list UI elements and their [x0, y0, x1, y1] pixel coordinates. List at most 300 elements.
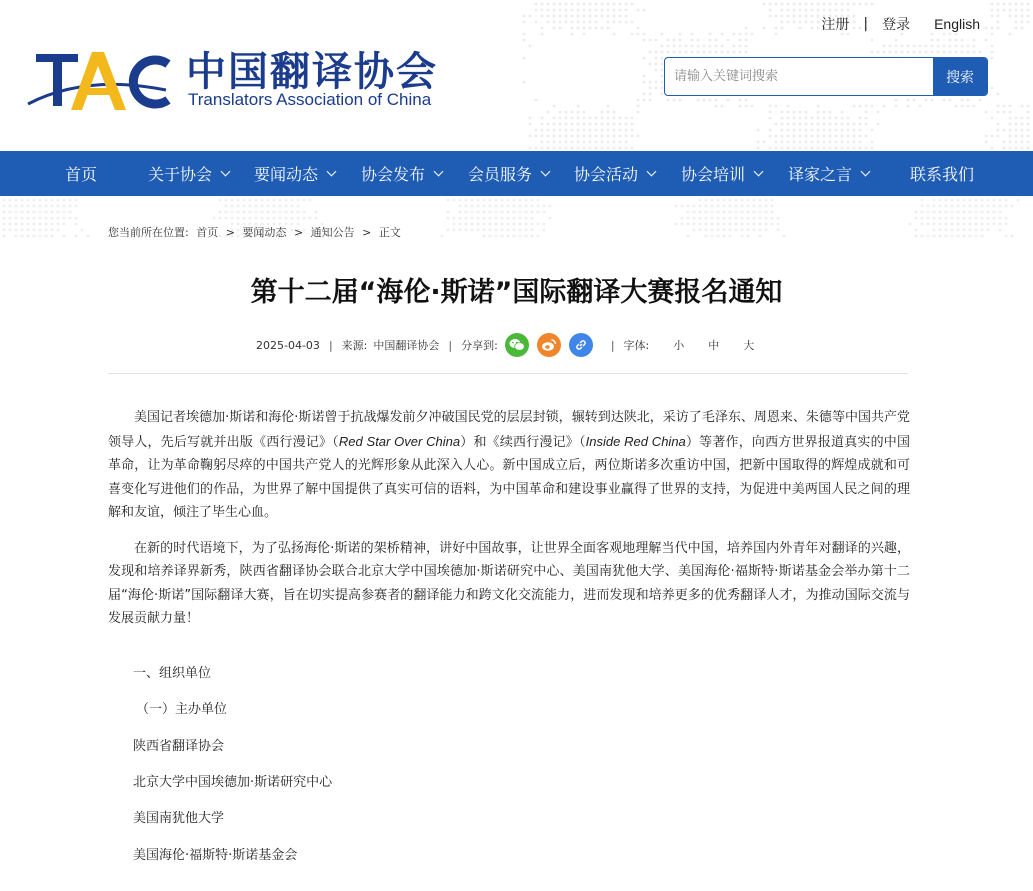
map-dot — [63, 211, 66, 214]
map-dot — [595, 21, 598, 24]
map-dot — [1015, 123, 1018, 126]
map-dot — [553, 21, 556, 24]
map-dot — [559, 111, 562, 114]
map-dot — [57, 229, 60, 232]
map-dot — [723, 223, 726, 226]
map-dot — [219, 199, 222, 202]
map-dot — [1003, 9, 1006, 12]
map-dot — [39, 211, 42, 214]
map-dot — [547, 129, 550, 132]
map-dot — [75, 199, 78, 202]
map-dot — [835, 135, 838, 138]
map-dot — [829, 117, 832, 120]
breadcrumb-separator: > — [225, 226, 235, 239]
map-dot — [541, 33, 544, 36]
map-dot — [717, 235, 720, 238]
source-label: 来源: — [341, 339, 368, 352]
map-dot — [753, 211, 756, 214]
map-dot — [913, 45, 916, 48]
nav-item-2[interactable] — [148, 151, 229, 196]
map-dot — [553, 117, 556, 120]
map-dot — [607, 15, 610, 18]
map-dot — [739, 39, 742, 42]
map-dot — [637, 135, 640, 138]
map-dot — [607, 141, 610, 144]
map-dot — [799, 123, 802, 126]
map-dot — [985, 39, 988, 42]
map-dot — [765, 211, 768, 214]
map-dot — [841, 111, 844, 114]
map-dot — [681, 223, 684, 226]
map-dot — [537, 223, 540, 226]
map-dot — [1017, 199, 1020, 202]
map-dot — [685, 51, 688, 54]
breadcrumb-home[interactable]: 首页 — [196, 226, 219, 239]
register-link[interactable]: 注册 — [821, 17, 850, 33]
map-dot — [583, 9, 586, 12]
map-dot — [3, 235, 6, 238]
map-dot — [535, 147, 538, 150]
nav-item-label: 会员服务 — [468, 165, 533, 184]
map-dot — [447, 229, 450, 232]
article-paragraph-2: 在新的时代语境下，为了弘扬海伦·斯诺的架桥精神，讲好中国故事，让世界全面客观地理解当代中国，培养国内外青年对翻译的兴趣，发现和培养译界新秀，陕西省翻译协会联合北京大学中国埃德加·斯诺研究中心、美国南犹他大学、美国海伦·福斯特·斯诺基金会举办第十二届“海伦·斯诺”国际翻译大赛，旨在切实提高参赛者的翻译能力和跨文化交流能力，进而发现和培养更多的优秀翻译人才，为推动国际交流与发展贡献力量！ — [108, 540, 910, 626]
map-dot — [595, 9, 598, 12]
map-dot — [1015, 117, 1018, 120]
map-dot — [931, 39, 934, 42]
map-dot — [523, 21, 526, 24]
map-dot — [787, 3, 790, 6]
map-dot — [9, 205, 12, 208]
map-dot — [297, 217, 300, 220]
map-dot — [841, 147, 844, 150]
map-dot — [45, 205, 48, 208]
map-dot — [805, 21, 808, 24]
map-dot — [993, 205, 996, 208]
map-dot — [453, 229, 456, 232]
map-dot — [907, 99, 910, 102]
map-dot — [981, 217, 984, 220]
map-dot — [231, 217, 234, 220]
map-dot — [243, 217, 246, 220]
map-dot — [483, 217, 486, 220]
map-dot — [459, 223, 462, 226]
map-dot — [979, 51, 982, 54]
map-dot — [841, 135, 844, 138]
map-dot — [535, 9, 538, 12]
map-dot — [957, 229, 960, 232]
map-dot — [709, 39, 712, 42]
map-dot — [745, 33, 748, 36]
map-dot — [799, 27, 802, 30]
map-dot — [751, 33, 754, 36]
map-dot — [877, 51, 880, 54]
map-dot — [309, 217, 312, 220]
map-dot — [583, 15, 586, 18]
map-dot — [945, 199, 948, 202]
map-dot — [781, 111, 784, 114]
map-dot — [753, 229, 756, 232]
map-dot — [945, 235, 948, 238]
map-dot — [787, 117, 790, 120]
map-dot — [261, 199, 264, 202]
map-dot — [541, 3, 544, 6]
nav-item-1[interactable] — [65, 151, 97, 196]
map-dot — [613, 141, 616, 144]
map-dot — [3, 223, 6, 226]
map-dot — [649, 81, 652, 84]
map-dot — [459, 199, 462, 202]
map-dot — [853, 147, 856, 150]
map-dot — [525, 205, 528, 208]
map-dot — [1015, 135, 1018, 138]
map-dot — [1027, 9, 1030, 12]
nav-item-4[interactable] — [361, 151, 442, 196]
breadcrumb-notices[interactable]: 通知公告 — [310, 226, 355, 239]
map-dot — [249, 199, 252, 202]
map-dot — [841, 3, 844, 6]
english-link[interactable]: English — [934, 16, 980, 32]
map-dot — [741, 211, 744, 214]
map-dot — [483, 235, 486, 238]
map-dot — [715, 45, 718, 48]
map-dot — [51, 217, 54, 220]
map-dot — [237, 205, 240, 208]
map-dot — [679, 33, 682, 36]
map-dot — [889, 45, 892, 48]
map-dot — [679, 51, 682, 54]
map-dot — [753, 205, 756, 208]
map-dot — [571, 135, 574, 138]
map-dot — [963, 199, 966, 202]
map-dot — [711, 223, 714, 226]
map-dot — [27, 199, 30, 202]
font-size-small[interactable]: 小 — [673, 339, 685, 352]
map-dot — [769, 129, 772, 132]
map-dot — [697, 51, 700, 54]
map-dot — [33, 217, 36, 220]
map-dot — [595, 27, 598, 30]
map-dot — [901, 51, 904, 54]
map-dot — [963, 223, 966, 226]
map-dot — [553, 3, 556, 6]
nav-item-6[interactable] — [574, 151, 655, 196]
map-dot — [793, 21, 796, 24]
map-dot — [255, 205, 258, 208]
nav-item-label: 协会培训 — [681, 165, 746, 184]
map-dot — [559, 135, 562, 138]
map-dot — [547, 147, 550, 150]
map-dot — [45, 199, 48, 202]
map-dot — [811, 9, 814, 12]
nav-item-label: 首页 — [65, 165, 98, 184]
map-dot — [721, 51, 724, 54]
map-dot — [955, 39, 958, 42]
map-dot — [471, 223, 474, 226]
map-dot — [805, 117, 808, 120]
map-dot — [783, 235, 786, 238]
map-dot — [781, 135, 784, 138]
map-dot — [727, 51, 730, 54]
article-date: 2025-04-03 — [256, 338, 320, 352]
map-dot — [559, 21, 562, 24]
map-dot — [655, 39, 658, 42]
map-dot — [781, 129, 784, 132]
map-dot — [811, 117, 814, 120]
map-dot — [991, 117, 994, 120]
map-dot — [507, 199, 510, 202]
map-dot — [945, 211, 948, 214]
map-dot — [957, 235, 960, 238]
map-dot — [717, 199, 720, 202]
map-dot — [261, 211, 264, 214]
map-dot — [489, 211, 492, 214]
map-dot — [571, 141, 574, 144]
map-dot — [799, 111, 802, 114]
map-dot — [595, 147, 598, 150]
map-dot — [759, 199, 762, 202]
map-dot — [661, 63, 664, 66]
map-dot — [601, 129, 604, 132]
map-dot — [577, 105, 580, 108]
map-dot — [871, 147, 874, 150]
map-dot — [583, 117, 586, 120]
search-button[interactable]: 搜索 — [933, 58, 987, 95]
map-dot — [1005, 235, 1008, 238]
map-dot — [267, 211, 270, 214]
map-dot — [987, 205, 990, 208]
map-dot — [583, 33, 586, 36]
map-dot — [51, 211, 54, 214]
map-dot — [87, 235, 90, 238]
chevron-down-icon — [434, 167, 444, 177]
map-dot — [477, 211, 480, 214]
map-dot — [667, 45, 670, 48]
map-dot — [835, 129, 838, 132]
map-dot — [781, 117, 784, 120]
map-dot — [705, 199, 708, 202]
map-dot — [625, 9, 628, 12]
map-dot — [595, 117, 598, 120]
map-dot — [213, 217, 216, 220]
map-dot — [571, 123, 574, 126]
map-dot — [949, 39, 952, 42]
map-dot — [27, 229, 30, 232]
nav-item-9[interactable] — [910, 151, 974, 196]
map-dot — [483, 229, 486, 232]
map-dot — [1003, 3, 1006, 6]
map-dot — [799, 141, 802, 144]
tac-logo-mark — [26, 44, 176, 112]
login-link[interactable]: 登录 — [882, 17, 911, 33]
map-dot — [945, 229, 948, 232]
map-dot — [745, 51, 748, 54]
map-dot — [829, 3, 832, 6]
map-dot — [787, 135, 790, 138]
font-size-switcher — [624, 337, 755, 353]
site-logo[interactable] — [26, 40, 446, 114]
map-dot — [793, 15, 796, 18]
search-input[interactable] — [665, 58, 933, 95]
map-dot — [1021, 135, 1024, 138]
map-dot — [769, 105, 772, 108]
map-dot — [547, 15, 550, 18]
map-dot — [495, 229, 498, 232]
map-dot — [943, 99, 946, 102]
map-dot — [643, 33, 646, 36]
map-dot — [715, 105, 718, 108]
link-icon[interactable] — [569, 333, 593, 357]
map-dot — [1009, 3, 1012, 6]
map-dot — [273, 211, 276, 214]
breadcrumb-news[interactable]: 要闻动态 — [242, 226, 287, 239]
map-dot — [933, 217, 936, 220]
map-dot — [529, 45, 532, 48]
map-dot — [787, 21, 790, 24]
map-dot — [757, 147, 760, 150]
map-dot — [601, 3, 604, 6]
map-dot — [565, 135, 568, 138]
map-dot — [21, 211, 24, 214]
map-dot — [27, 211, 30, 214]
map-dot — [565, 129, 568, 132]
nav-item-7[interactable] — [681, 151, 762, 196]
map-dot — [535, 21, 538, 24]
map-dot — [997, 135, 1000, 138]
map-dot — [27, 217, 30, 220]
map-dot — [811, 135, 814, 138]
map-dot — [559, 141, 562, 144]
map-dot — [859, 105, 862, 108]
font-size-large[interactable]: 大 — [743, 339, 755, 352]
map-dot — [957, 205, 960, 208]
map-dot — [711, 211, 714, 214]
map-dot — [1027, 21, 1030, 24]
map-dot — [613, 129, 616, 132]
map-dot — [1015, 141, 1018, 144]
map-dot — [961, 45, 964, 48]
map-dot — [883, 45, 886, 48]
map-dot — [39, 199, 42, 202]
map-dot — [523, 57, 526, 60]
map-dot — [547, 135, 550, 138]
map-dot — [291, 211, 294, 214]
map-dot — [957, 199, 960, 202]
map-dot — [817, 141, 820, 144]
map-dot — [661, 69, 664, 72]
nav-item-5[interactable] — [468, 151, 549, 196]
map-dot — [27, 235, 30, 238]
map-dot — [931, 99, 934, 102]
map-dot — [637, 99, 640, 102]
map-dot — [675, 205, 678, 208]
map-dot — [231, 211, 234, 214]
nav-item-8[interactable] — [788, 151, 869, 196]
map-dot — [231, 199, 234, 202]
nav-item-3[interactable] — [254, 151, 335, 196]
map-dot — [847, 117, 850, 120]
organizer-item: 美国南犹他大学 — [133, 811, 225, 826]
map-dot — [631, 117, 634, 120]
map-dot — [981, 229, 984, 232]
map-dot — [973, 105, 976, 108]
map-dot — [799, 15, 802, 18]
map-dot — [949, 51, 952, 54]
map-dot — [823, 3, 826, 6]
map-dot — [925, 99, 928, 102]
map-dot — [727, 39, 730, 42]
breadcrumb — [108, 224, 405, 240]
map-dot — [1021, 147, 1024, 150]
map-dot — [987, 217, 990, 220]
map-dot — [661, 57, 664, 60]
map-dot — [811, 15, 814, 18]
map-dot — [717, 205, 720, 208]
map-dot — [553, 9, 556, 12]
map-dot — [507, 229, 510, 232]
map-dot — [723, 217, 726, 220]
map-dot — [625, 15, 628, 18]
map-dot — [759, 229, 762, 232]
map-dot — [817, 111, 820, 114]
map-dot — [693, 211, 696, 214]
map-dot — [895, 51, 898, 54]
map-dot — [583, 147, 586, 150]
map-dot — [459, 205, 462, 208]
map-dot — [513, 229, 516, 232]
map-dot — [697, 99, 700, 102]
map-dot — [877, 123, 880, 126]
map-dot — [787, 141, 790, 144]
map-dot — [559, 3, 562, 6]
map-dot — [841, 123, 844, 126]
map-dot — [625, 141, 628, 144]
map-dot — [733, 33, 736, 36]
wechat-icon[interactable] — [505, 333, 529, 357]
map-dot — [765, 205, 768, 208]
map-dot — [961, 51, 964, 54]
map-dot — [883, 105, 886, 108]
map-dot — [679, 45, 682, 48]
map-dot — [729, 223, 732, 226]
weibo-icon[interactable] — [537, 333, 561, 357]
map-dot — [69, 211, 72, 214]
map-dot — [829, 147, 832, 150]
font-size-medium[interactable]: 中 — [708, 339, 720, 352]
map-dot — [1009, 123, 1012, 126]
map-dot — [1021, 21, 1024, 24]
map-dot — [735, 223, 738, 226]
top-links-separator: | — [863, 16, 869, 32]
map-dot — [793, 3, 796, 6]
map-dot — [589, 117, 592, 120]
map-dot — [775, 15, 778, 18]
map-dot — [297, 211, 300, 214]
map-dot — [895, 99, 898, 102]
map-dot — [565, 123, 568, 126]
map-dot — [565, 141, 568, 144]
map-dot — [907, 51, 910, 54]
map-dot — [33, 205, 36, 208]
map-dot — [945, 217, 948, 220]
map-dot — [951, 205, 954, 208]
map-dot — [927, 223, 930, 226]
map-dot — [817, 105, 820, 108]
map-dot — [1027, 3, 1030, 6]
map-dot — [565, 147, 568, 150]
map-dot — [625, 129, 628, 132]
map-dot — [927, 205, 930, 208]
map-dot — [243, 211, 246, 214]
